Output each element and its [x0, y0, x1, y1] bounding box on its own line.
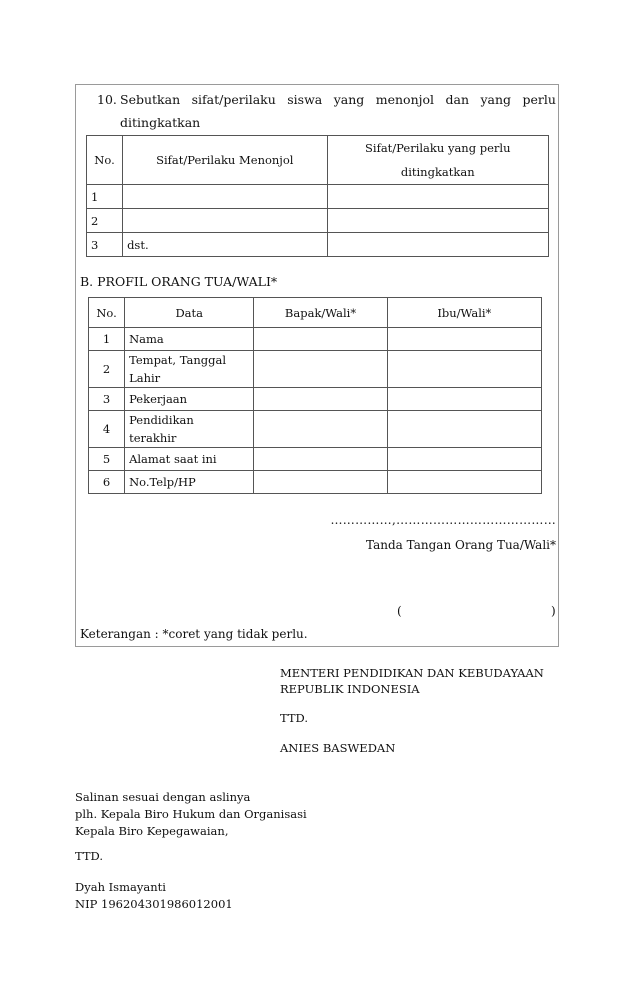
cell-mother[interactable]: [387, 388, 541, 411]
col-improve: [327, 136, 549, 185]
copy-signer: [75, 879, 233, 913]
copy-line3: Kepala Biro Kepegawaian,: [75, 824, 229, 838]
col-improve-line2: ditingkatkan: [400, 165, 475, 179]
question-word: perlu: [522, 92, 556, 107]
cell-mother[interactable]: [387, 471, 541, 494]
col-improve-line1: Sifat/Perilaku yang perlu: [365, 141, 511, 155]
behavior-table: [86, 135, 549, 257]
cell-no: 1: [89, 328, 125, 351]
cell-data: [125, 411, 254, 448]
table-row: [89, 328, 542, 351]
col-no: No.: [89, 298, 125, 328]
copy-name: Dyah Ismayanti: [75, 880, 166, 894]
cell-data-line1: Tempat, Tanggal: [129, 353, 227, 367]
note-text: Keterangan : *coret yang tidak perlu.: [80, 627, 308, 641]
cell-data: Alamat saat ini: [125, 448, 254, 471]
cell-data: Pekerjaan: [125, 388, 254, 411]
cell-no: 3: [89, 388, 125, 411]
minister-name: ANIES BASWEDAN: [280, 741, 396, 755]
section-b-title: B. PROFIL ORANG TUA/WALI*: [80, 274, 278, 289]
cell-mother[interactable]: [387, 351, 541, 388]
question-word: sifat/perilaku: [191, 92, 276, 107]
cell-data-line2: terakhir: [129, 431, 177, 445]
cell-prominent[interactable]: [123, 185, 327, 209]
cell-father[interactable]: [254, 328, 387, 351]
cell-mother[interactable]: [387, 328, 541, 351]
copy-block: [75, 789, 307, 840]
cell-improve[interactable]: [327, 209, 549, 233]
copy-nip: NIP 196204301986012001: [75, 897, 233, 911]
table-row: [89, 388, 542, 411]
signature-paren-open: (: [397, 604, 402, 618]
cell-no: 6: [89, 471, 125, 494]
minister-block: [280, 665, 544, 697]
question-number: 10.: [97, 92, 117, 107]
question-word: Sebutkan: [120, 92, 181, 107]
cell-prominent[interactable]: dst.: [123, 233, 327, 257]
cell-father[interactable]: [254, 411, 387, 448]
table-row: [87, 185, 549, 209]
cell-data: No.Telp/HP: [125, 471, 254, 494]
col-no: No.: [87, 136, 123, 185]
signature-paren-close: ): [551, 604, 556, 618]
cell-father[interactable]: [254, 351, 387, 388]
question-word: dan: [445, 92, 470, 107]
parent-profile-table: [88, 297, 542, 494]
cell-data-line2: Lahir: [129, 371, 161, 385]
cell-improve[interactable]: [327, 185, 549, 209]
copy-line2: plh. Kepala Biro Hukum dan Organisasi: [75, 807, 307, 821]
table-row: [87, 209, 549, 233]
cell-prominent[interactable]: [123, 209, 327, 233]
cell-mother[interactable]: [387, 411, 541, 448]
question-word: yang: [480, 92, 512, 107]
cell-data-line1: Pendidikan: [129, 413, 194, 427]
question-word: menonjol: [375, 92, 435, 107]
table-row: [89, 448, 542, 471]
question-word: siswa: [287, 92, 323, 107]
cell-no: 3: [87, 233, 123, 257]
col-mother: Ibu/Wali*: [387, 298, 541, 328]
cell-improve[interactable]: [327, 233, 549, 257]
cell-father[interactable]: [254, 388, 387, 411]
cell-father[interactable]: [254, 471, 387, 494]
question-word: yang: [333, 92, 365, 107]
cell-data: [125, 351, 254, 388]
col-father: Bapak/Wali*: [254, 298, 387, 328]
cell-data: Nama: [125, 328, 254, 351]
cell-father[interactable]: [254, 448, 387, 471]
minister-republic: REPUBLIK INDONESIA: [280, 682, 420, 696]
copy-line1: Salinan sesuai dengan aslinya: [75, 790, 251, 804]
cell-no: 2: [87, 209, 123, 233]
cell-no: 5: [89, 448, 125, 471]
col-prominent: Sifat/Perilaku Menonjol: [123, 136, 327, 185]
signature-label: Tanda Tangan Orang Tua/Wali*: [366, 538, 556, 552]
signature-place-date: ……………,…………………………………: [330, 513, 556, 527]
table-row: [89, 471, 542, 494]
minister-ttd: TTD.: [280, 711, 309, 725]
cell-mother[interactable]: [387, 448, 541, 471]
table-row: [87, 233, 549, 257]
question-text-line1: [120, 92, 556, 107]
cell-no: 4: [89, 411, 125, 448]
table-row: [89, 411, 542, 448]
copy-ttd: TTD.: [75, 849, 104, 863]
cell-no: 1: [87, 185, 123, 209]
minister-title: MENTERI PENDIDIKAN DAN KEBUDAYAAN: [280, 666, 544, 680]
table-row: [89, 351, 542, 388]
col-data: Data: [125, 298, 254, 328]
question-text-line2: ditingkatkan: [120, 115, 201, 130]
cell-no: 2: [89, 351, 125, 388]
